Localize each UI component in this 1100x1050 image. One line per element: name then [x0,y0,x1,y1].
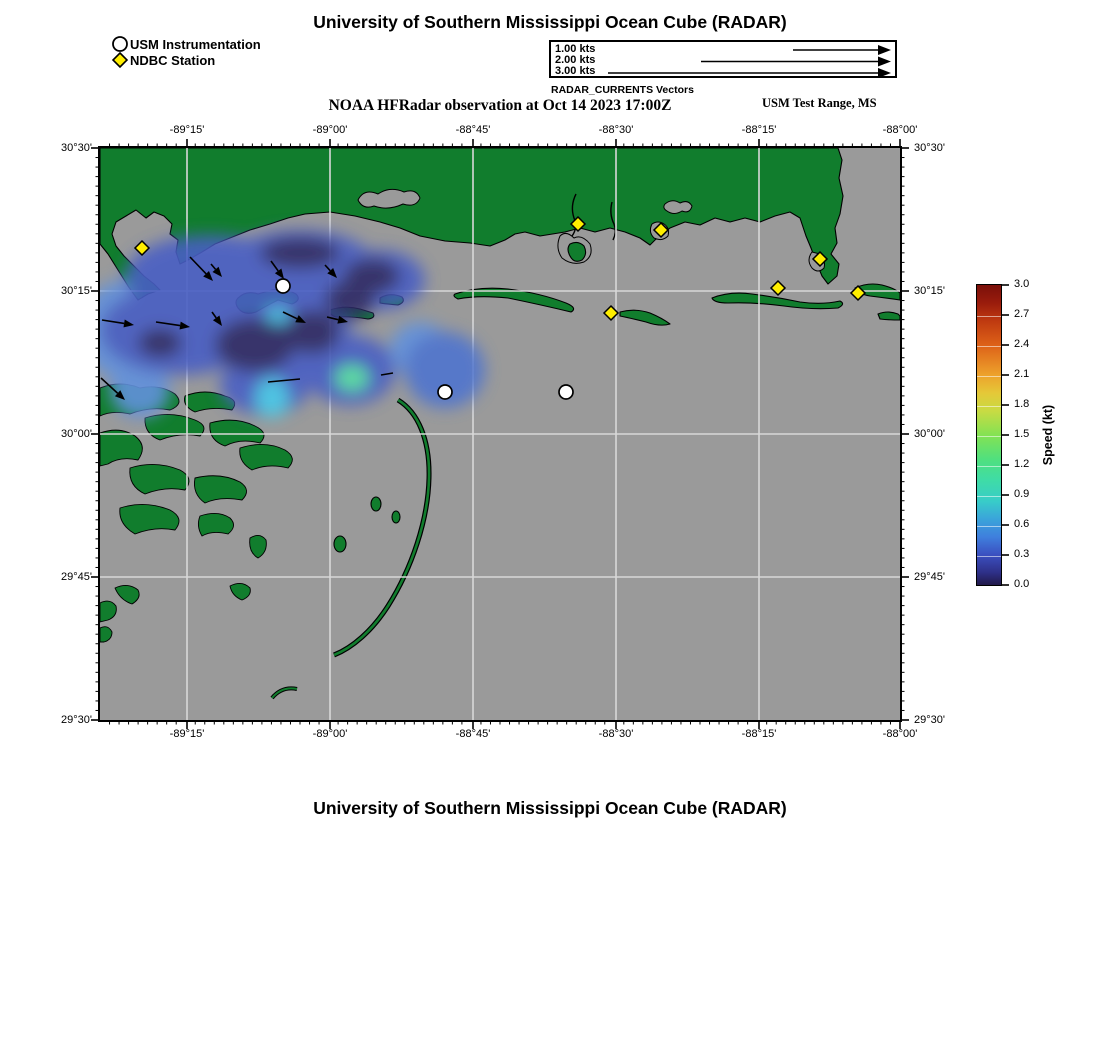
legend-label-ndbc: NDBC Station [130,53,216,68]
lat-tick-label-right: 30°30' [914,142,945,154]
lon-tick-label-bottom: -88°15' [741,728,777,740]
colorbar-tick-label: 2.4 [1014,338,1030,350]
lon-tick-label-bottom: -88°45' [455,728,491,740]
lon-tick-label-top: -88°30' [598,124,634,136]
colorbar-tick-label: 2.7 [1014,308,1030,320]
colorbar-tick-label: 1.5 [1014,428,1030,440]
lat-tick-label-right: 29°30' [914,714,945,726]
colorbar-separator [977,526,1001,527]
figure-title-top: University of Southern Mississippi Ocean Cube (RADAR) [313,12,787,32]
lat-tick-label-left: 30°00' [61,428,92,440]
usm-station-marker [276,279,290,293]
colorbar-tick-label: 0.3 [1014,548,1030,560]
lat-tick-label-right: 29°45' [914,571,945,583]
colorbar-separator [977,406,1001,407]
lon-tick-label-top: -88°00' [882,124,918,136]
colorbar-tick-label: 3.0 [1014,278,1030,290]
colorbar-tick-label: 0.6 [1014,518,1030,530]
colorbar-tick-label: 1.8 [1014,398,1030,410]
vector-scale-box [549,40,897,78]
lat-tick-label-left: 30°15' [61,285,92,297]
usm-station-marker [559,385,573,399]
speed-colorbar [976,284,1002,586]
colorbar-separator [977,316,1001,317]
lat-tick-label-right: 30°00' [914,428,945,440]
island-fragment-right [878,312,900,320]
scale-arrow-head [878,45,891,55]
colorbar-tick-label: 0.0 [1014,578,1030,590]
colorbar-separator [977,346,1001,347]
lon-tick-label-top: -89°15' [169,124,205,136]
colorbar-tick-label: 0.9 [1014,488,1030,500]
vector-scale-2kt-label: 2.00 kts [555,54,596,66]
colorbar-title: Speed (kt) [1041,404,1055,466]
lon-tick-label-top: -88°45' [455,124,491,136]
colorbar-tick-label: 2.1 [1014,368,1030,380]
lat-tick-label-left: 30°30' [61,142,92,154]
figure-title-bottom: University of Southern Mississippi Ocean Cube (RADAR) [313,798,787,818]
vector-scale-arrows [551,42,895,76]
lat-tick-label-left: 29°30' [61,714,92,726]
map-frame [98,146,902,722]
scale-arrow-head [878,68,891,76]
colorbar-separator [977,436,1001,437]
colorbar-tick-label: 1.2 [1014,458,1030,470]
lon-tick-label-bottom: -88°30' [598,728,634,740]
lon-tick-label-bottom: -89°00' [312,728,348,740]
lat-tick-label-right: 30°15' [914,285,945,297]
observation-subtitle: NOAA HFRadar observation at Oct 14 2023 17:00Z [328,97,672,114]
ndbc-station-icon [113,53,127,67]
usm-instrumentation-icon [113,37,127,51]
legend-label-usm: USM Instrumentation [130,37,261,52]
colorbar-separator [977,466,1001,467]
colorbar-separator [977,376,1001,377]
colorbar-separator [977,556,1001,557]
usm-station-marker [438,385,452,399]
lon-tick-label-top: -89°00' [312,124,348,136]
vector-scale-3kt-label: 3.00 kts [555,65,596,77]
test-range-label: USM Test Range, MS [762,96,877,110]
lon-tick-label-top: -88°15' [741,124,777,136]
vector-scale-1kt-label: 1.00 kts [555,43,596,55]
inland-lagoon [358,189,420,208]
colorbar-separator [977,496,1001,497]
inland-lakes [664,201,692,214]
scale-arrow-head [878,57,891,67]
map-canvas [100,148,900,720]
lon-tick-label-bottom: -89°15' [169,728,205,740]
vector-scale-caption: RADAR_CURRENTS Vectors [551,84,694,96]
lon-tick-label-bottom: -88°00' [882,728,918,740]
lat-tick-label-left: 29°45' [61,571,92,583]
